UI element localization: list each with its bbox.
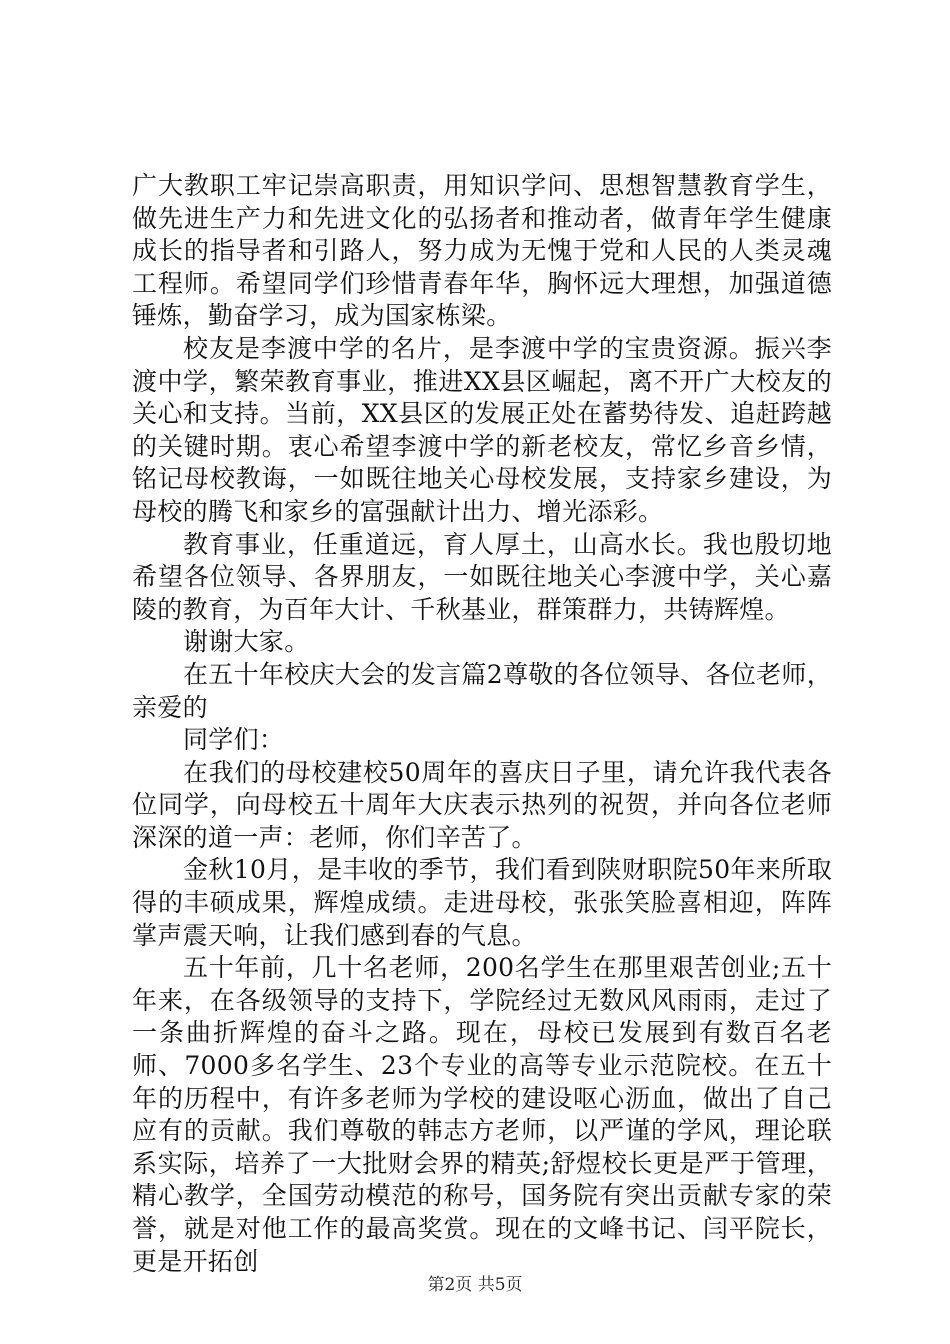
paragraph-4: 谢谢大家。: [183, 627, 310, 657]
paragraph-8: 金秋10月，是丰收的季节，我们看到陕财职院50年来所取得的丰硕成果，辉煌成绩。走进母校，张张笑脸喜相迎，阵阵掌声震天响，让我们感到春的气息。: [132, 855, 832, 950]
paragraph-3: 教育事业，任重道远，育人厚土，山高水长。我也殷切地希望各位领导、各界朋友，一如既往地关心李渡中学，关心嘉陵的教育，为百年大计、千秋基业，群策群力，共铸辉煌。: [132, 529, 832, 624]
paragraph-6: 同学们：: [183, 725, 285, 755]
paragraph-1: 广大教职工牢记崇高职责，用知识学问、思想智慧教育学生，做先进生产力和先进文化的弘扬者和推动者，做青年学生健康成长的指导者和引路人，努力成为无愧于党和人民的人类灵魂工程师。希望同学们珍惜青春年华，胸怀远大理想，加强道德锤炼，勤奋学习，成为国家栋梁。: [132, 171, 832, 331]
paragraph-7: 在我们的母校建校50周年的喜庆日子里，请允许我代表各位同学，向母校五十周年大庆表示热列的祝贺，并向各位老师深深的道一声：老师，你们辛苦了。: [132, 757, 832, 852]
page-number-footer: 第2页 共5页: [427, 1275, 523, 1295]
document-body: [132, 170, 832, 1278]
paragraph-9: 五十年前，几十名老师，200名学生在那里艰苦创业;五十年来，在各级领导的支持下，学院经过无数风风雨雨，走过了一条曲折辉煌的奋斗之路。现在，母校已发展到有数百名老师、7000多名学生、23个专业的高等专业示范院校。在五十年的历程中，有许多老师为学校的建设呕心沥血，做出了自己应有的贡献。我们尊敬的韩志方老师，以严谨的学风，理论联系实际，培养了一大批财会界的精英;舒煜校长更是严于管理，精心教学，全国劳动模范的称号，国务院有突出贡献专家的荣誉，就是对他工作的最高奖赏。现在的文峰书记、闫平院长，更是开拓创: [132, 953, 832, 1276]
paragraph-5: 在五十年校庆大会的发言篇2尊敬的各位领导、各位老师，亲爱的: [132, 659, 832, 722]
paragraph-2: 校友是李渡中学的名片，是李渡中学的宝贵资源。振兴李渡中学，繁荣教育事业，推进XX县区崛起，离不开广大校友的关心和支持。当前，XX县区的发展正处在蓄势待发、追赶跨越的关键时期。衷心希望李渡中学的新老校友，常忆乡音乡情，铭记母校教诲，一如既往地关心母校发展，支持家乡建设，为母校的腾飞和家乡的富强献计出力、增光添彩。: [132, 333, 832, 526]
